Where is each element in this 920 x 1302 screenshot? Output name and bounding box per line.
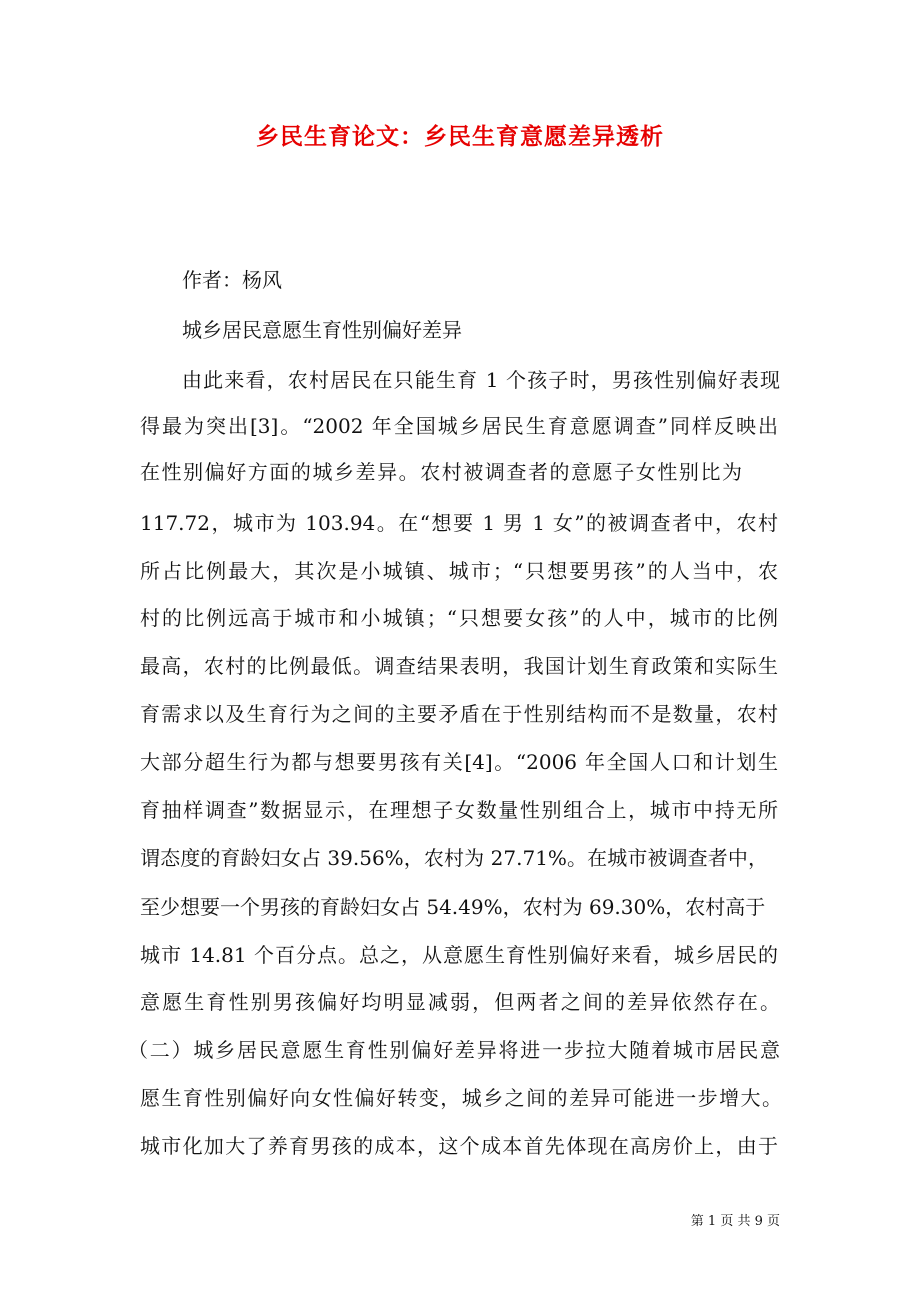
section-heading: 城乡居民意愿生育性别偏好差异 bbox=[182, 318, 462, 342]
paragraph-line: 至少想要一个男孩的育龄妇女占 54.49%，农村为 69.30%，农村高于 bbox=[140, 895, 766, 919]
paragraph-line: 愿生育性别偏好向女性偏好转变，城乡之间的差异可能进一步增大。 bbox=[140, 1086, 782, 1110]
paragraph-line: 由此来看，农村居民在只能生育 1 个孩子时，男孩性别偏好表现 bbox=[182, 368, 780, 392]
page-number-footer: 第 1 页 共 9 页 bbox=[690, 1214, 780, 1229]
paragraph-line: 117.72，城市为 103.94。在“想要 1 男 1 女”的被调查者中，农村 bbox=[140, 511, 778, 535]
paragraph-line: 村的比例远高于城市和小城镇；“只想要女孩”的人中，城市的比例 bbox=[140, 606, 778, 630]
paragraph-line: 城市 14.81 个百分点。总之，从意愿生育性别偏好来看，城乡居民的 bbox=[140, 943, 778, 967]
paragraph-line: 所占比例最大，其次是小城镇、城市；“只想要男孩”的人当中，农 bbox=[140, 559, 778, 583]
document-title: 乡民生育论文：乡民生育意愿差异透析 bbox=[256, 123, 664, 150]
paragraph-line: 大部分超生行为都与想要男孩有关[4]。“2006 年全国人口和计划生 bbox=[140, 750, 778, 774]
paragraph-line: 在性别偏好方面的城乡差异。农村被调查者的意愿子女性别比为 bbox=[140, 460, 742, 484]
paragraph-line: 谓态度的育龄妇女占 39.56%，农村为 27.71%。在城市被调查者中， bbox=[140, 846, 768, 870]
author-line: 作者：杨风 bbox=[182, 268, 282, 292]
paragraph-line: （二）城乡居民意愿生育性别偏好差异将进一步拉大随着城市居民意 bbox=[128, 1038, 780, 1062]
paragraph-line: 得最为突出[3]。“2002 年全国城乡居民生育意愿调查”同样反映出 bbox=[140, 414, 778, 438]
paragraph-line: 城市化加大了养育男孩的成本，这个成本首先体现在高房价上，由于 bbox=[140, 1134, 778, 1158]
paragraph-line: 意愿生育性别男孩偏好均明显减弱，但两者之间的差异依然存在。 bbox=[140, 990, 780, 1014]
paragraph-line: 最高，农村的比例最低。调查结果表明，我国计划生育政策和实际生 bbox=[140, 654, 778, 678]
paragraph-line: 育需求以及生育行为之间的主要矛盾在于性别结构而不是数量，农村 bbox=[140, 702, 778, 726]
paragraph-line: 育抽样调查”数据显示，在理想子女数量性别组合上，城市中持无所 bbox=[140, 798, 778, 822]
